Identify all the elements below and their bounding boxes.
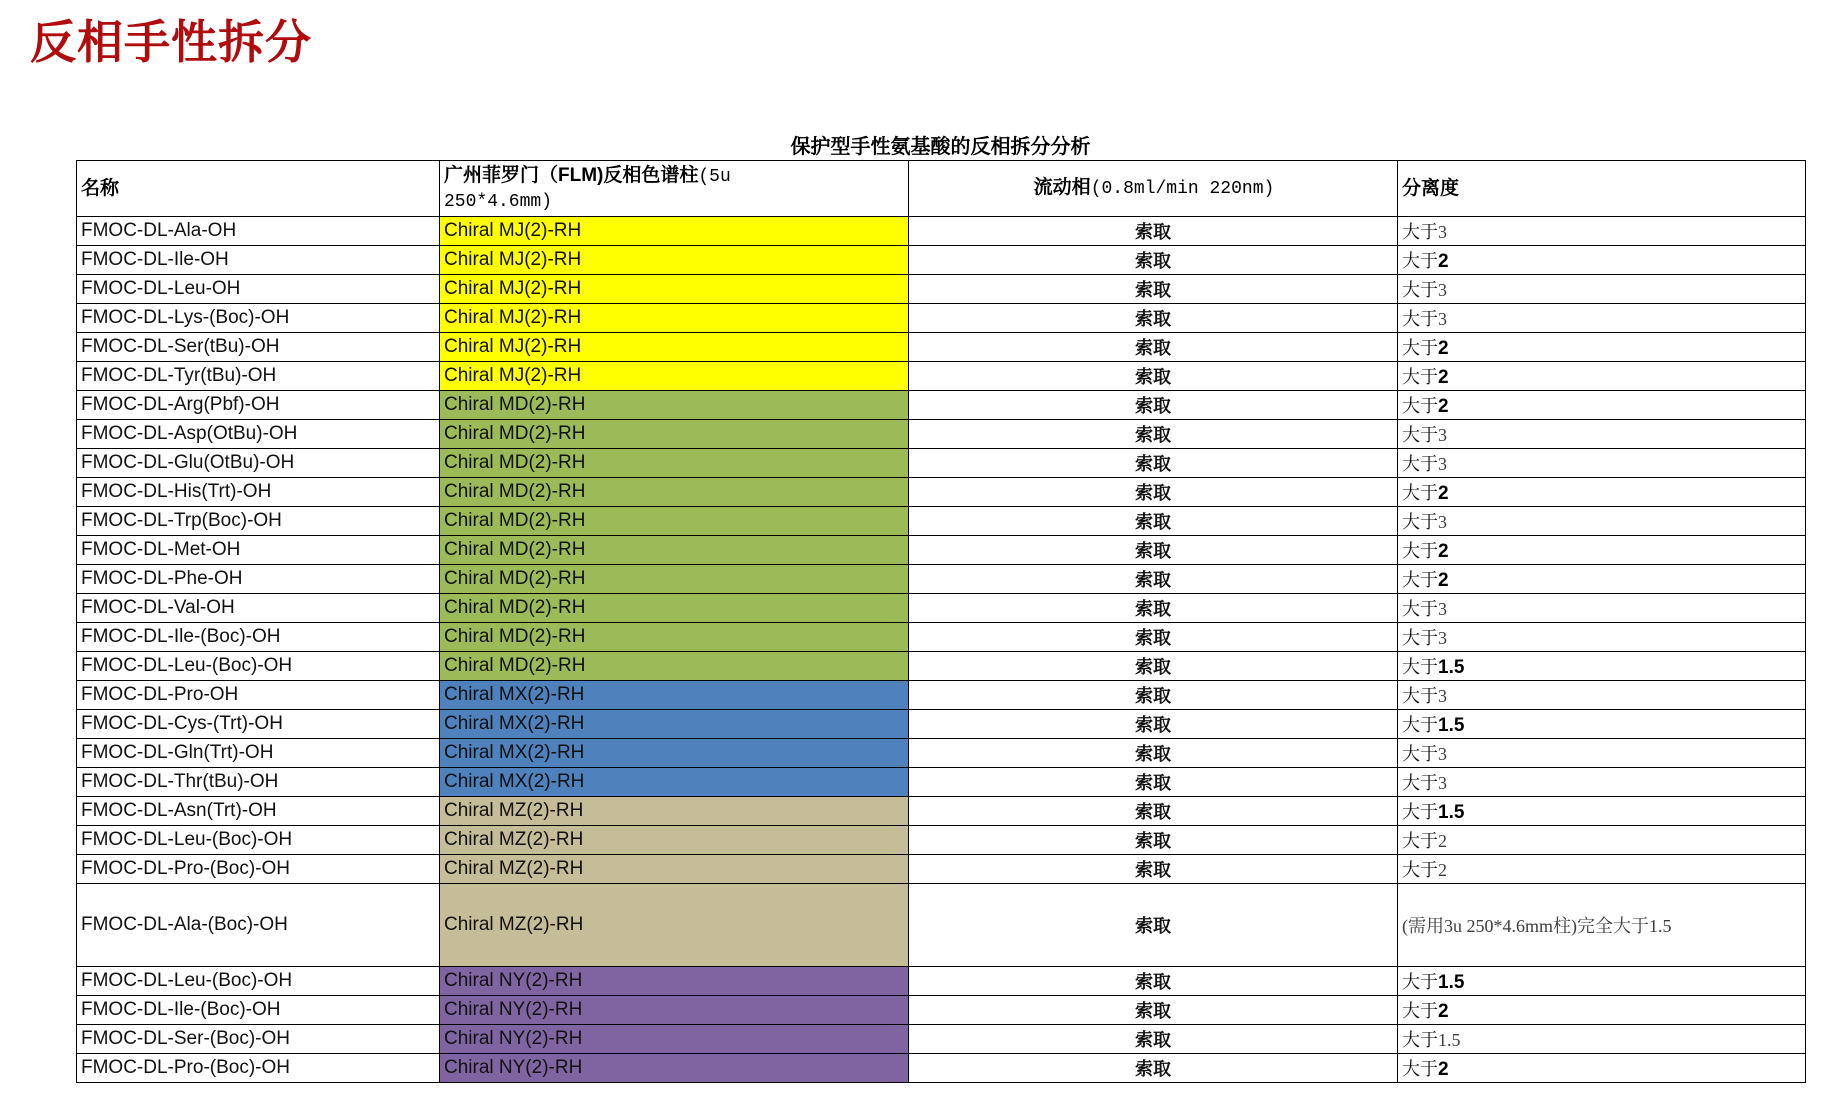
chiral-column-cell: Chiral MD(2)-RH xyxy=(440,449,909,478)
resolution-cell xyxy=(1398,333,1806,362)
chiral-column-cell: Chiral MD(2)-RH xyxy=(440,652,909,681)
header-column xyxy=(440,161,909,217)
resolution-prefix: 大于 xyxy=(1402,367,1438,387)
resolution-value: 3 xyxy=(1438,744,1447,764)
resolution-value: 1.5 xyxy=(1438,972,1465,993)
chiral-column-cell: Chiral MZ(2)-RH xyxy=(440,826,909,855)
compound-name-cell: FMOC-DL-Met-OH xyxy=(77,536,440,565)
resolution-value: 3 xyxy=(1438,309,1447,329)
resolution-prefix: 大于 xyxy=(1402,570,1438,590)
resolution-value: 2 xyxy=(1438,570,1449,591)
resolution-value: 3 xyxy=(1438,425,1447,445)
mobile-phase-cell: 索取 xyxy=(909,996,1398,1025)
table-row xyxy=(77,967,1806,996)
compound-name-cell: FMOC-DL-Trp(Boc)-OH xyxy=(77,507,440,536)
resolution-cell xyxy=(1398,420,1806,449)
resolution-prefix: 大于 xyxy=(1402,512,1438,532)
compound-name-cell: FMOC-DL-Ser(tBu)-OH xyxy=(77,333,440,362)
compound-name-cell: FMOC-DL-Leu-(Boc)-OH xyxy=(77,967,440,996)
table-row xyxy=(77,333,1806,362)
table-row xyxy=(77,623,1806,652)
chiral-column-cell: Chiral MX(2)-RH xyxy=(440,768,909,797)
resolution-value: 1.5 xyxy=(1438,1030,1461,1050)
resolution-prefix: 大于 xyxy=(1402,831,1438,851)
resolution-prefix: 大于 xyxy=(1402,972,1438,992)
resolution-prefix: 大于 xyxy=(1402,338,1438,358)
resolution-prefix: 大于 xyxy=(1402,744,1438,764)
chiral-column-cell: Chiral MZ(2)-RH xyxy=(440,884,909,967)
table-row xyxy=(77,478,1806,507)
compound-name-cell: FMOC-DL-Cys-(Trt)-OH xyxy=(77,710,440,739)
table-row xyxy=(77,594,1806,623)
table-row xyxy=(77,246,1806,275)
table-row xyxy=(77,1054,1806,1083)
resolution-value: 2 xyxy=(1438,338,1449,359)
compound-name-cell: FMOC-DL-Ile-(Boc)-OH xyxy=(77,623,440,652)
mobile-phase-cell: 索取 xyxy=(909,623,1398,652)
resolution-value: 3 xyxy=(1438,280,1447,300)
resolution-value: 2 xyxy=(1438,831,1447,851)
resolution-cell xyxy=(1398,967,1806,996)
chiral-column-cell: Chiral MZ(2)-RH xyxy=(440,797,909,826)
resolution-prefix: 大于 xyxy=(1402,773,1438,793)
mobile-phase-cell: 索取 xyxy=(909,967,1398,996)
chiral-column-cell: Chiral MD(2)-RH xyxy=(440,594,909,623)
table-row xyxy=(77,507,1806,536)
mobile-phase-cell: 索取 xyxy=(909,1025,1398,1054)
header-column-spec-1: (5u xyxy=(698,167,731,187)
mobile-phase-cell: 索取 xyxy=(909,826,1398,855)
chiral-column-cell: Chiral MD(2)-RH xyxy=(440,623,909,652)
compound-name-cell: FMOC-DL-Val-OH xyxy=(77,594,440,623)
resolution-cell xyxy=(1398,652,1806,681)
compound-name-cell: FMOC-DL-Leu-(Boc)-OH xyxy=(77,652,440,681)
chiral-column-cell: Chiral NY(2)-RH xyxy=(440,967,909,996)
mobile-phase-cell: 索取 xyxy=(909,362,1398,391)
resolution-prefix: 大于 xyxy=(1402,483,1438,503)
resolution-prefix: 大于 xyxy=(1402,715,1438,735)
compound-name-cell: FMOC-DL-His(Trt)-OH xyxy=(77,478,440,507)
resolution-cell xyxy=(1398,449,1806,478)
resolution-cell xyxy=(1398,855,1806,884)
mobile-phase-cell: 索取 xyxy=(909,855,1398,884)
mobile-phase-cell: 索取 xyxy=(909,681,1398,710)
mobile-phase-cell: 索取 xyxy=(909,536,1398,565)
resolution-value: 1.5 xyxy=(1438,657,1465,678)
resolution-cell xyxy=(1398,1025,1806,1054)
header-column-title: 广州菲罗门（FLM)反相色谱柱 xyxy=(444,165,699,186)
header-row xyxy=(77,161,1806,217)
mobile-phase-cell: 索取 xyxy=(909,739,1398,768)
resolution-value: 3 xyxy=(1438,454,1447,474)
chiral-column-cell: Chiral MJ(2)-RH xyxy=(440,362,909,391)
table-row xyxy=(77,710,1806,739)
resolution-cell xyxy=(1398,478,1806,507)
resolution-prefix: 大于 xyxy=(1402,425,1438,445)
resolution-value: 2 xyxy=(1438,483,1449,504)
resolution-value: 2 xyxy=(1438,541,1449,562)
resolution-cell xyxy=(1398,391,1806,420)
compound-name-cell: FMOC-DL-Pro-OH xyxy=(77,681,440,710)
chiral-column-cell: Chiral NY(2)-RH xyxy=(440,1054,909,1083)
header-mobile-phase-spec: (0.8ml/min 220nm) xyxy=(1090,179,1275,200)
resolution-prefix: 大于 xyxy=(1402,628,1438,648)
table-caption: 保护型手性氨基酸的反相拆分分析 xyxy=(790,136,1091,158)
table-row xyxy=(77,1025,1806,1054)
table-row xyxy=(77,652,1806,681)
resolution-cell xyxy=(1398,246,1806,275)
resolution-prefix: 大于 xyxy=(1402,860,1438,880)
mobile-phase-cell: 索取 xyxy=(909,391,1398,420)
resolution-cell xyxy=(1398,710,1806,739)
mobile-phase-cell: 索取 xyxy=(909,1054,1398,1083)
table-row xyxy=(77,536,1806,565)
compound-name-cell: FMOC-DL-Phe-OH xyxy=(77,565,440,594)
resolution-prefix: 大于 xyxy=(1402,1030,1438,1050)
resolution-cell xyxy=(1398,623,1806,652)
resolution-cell xyxy=(1398,565,1806,594)
chiral-column-cell: Chiral MD(2)-RH xyxy=(440,391,909,420)
chiral-column-cell: Chiral MX(2)-RH xyxy=(440,710,909,739)
mobile-phase-cell: 索取 xyxy=(909,333,1398,362)
table-row xyxy=(77,681,1806,710)
mobile-phase-cell: 索取 xyxy=(909,710,1398,739)
compound-name-cell: FMOC-DL-Ser-(Boc)-OH xyxy=(77,1025,440,1054)
mobile-phase-cell: 索取 xyxy=(909,449,1398,478)
table-row xyxy=(77,797,1806,826)
mobile-phase-cell: 索取 xyxy=(909,594,1398,623)
table-row xyxy=(77,449,1806,478)
header-column-spec-2: 250*4.6mm) xyxy=(444,191,553,212)
resolution-value: 1.5 xyxy=(1438,802,1465,823)
compound-name-cell: FMOC-DL-Pro-(Boc)-OH xyxy=(77,855,440,884)
resolution-prefix: 大于 xyxy=(1402,454,1438,474)
compound-name-cell: FMOC-DL-Ile-OH xyxy=(77,246,440,275)
mobile-phase-cell: 索取 xyxy=(909,217,1398,246)
resolution-value: 1.5 xyxy=(1438,715,1465,736)
mobile-phase-cell: 索取 xyxy=(909,304,1398,333)
resolution-value: 3 xyxy=(1438,512,1447,532)
resolution-prefix: 大于 xyxy=(1402,802,1438,822)
chiral-column-cell: Chiral MX(2)-RH xyxy=(440,681,909,710)
table-row xyxy=(77,884,1806,967)
resolution-prefix: 大于 xyxy=(1402,1001,1438,1021)
table-row xyxy=(77,739,1806,768)
resolution-cell xyxy=(1398,217,1806,246)
resolution-cell xyxy=(1398,507,1806,536)
table-row xyxy=(77,217,1806,246)
mobile-phase-cell: 索取 xyxy=(909,420,1398,449)
resolution-prefix: 大于 xyxy=(1402,1059,1438,1079)
separation-data-table xyxy=(76,160,1806,1083)
chiral-column-cell: Chiral MJ(2)-RH xyxy=(440,304,909,333)
mobile-phase-cell: 索取 xyxy=(909,478,1398,507)
resolution-value: 3 xyxy=(1438,773,1447,793)
mobile-phase-cell: 索取 xyxy=(909,246,1398,275)
chiral-column-cell: Chiral MD(2)-RH xyxy=(440,536,909,565)
resolution-cell xyxy=(1398,826,1806,855)
resolution-cell xyxy=(1398,681,1806,710)
compound-name-cell: FMOC-DL-Asp(OtBu)-OH xyxy=(77,420,440,449)
chiral-column-cell: Chiral NY(2)-RH xyxy=(440,1025,909,1054)
resolution-cell xyxy=(1398,1054,1806,1083)
resolution-prefix: 大于 xyxy=(1402,222,1438,242)
resolution-value: 3 xyxy=(1438,628,1447,648)
table-row xyxy=(77,304,1806,333)
table-row xyxy=(77,275,1806,304)
chiral-column-cell: Chiral MD(2)-RH xyxy=(440,478,909,507)
resolution-prefix: 大于 xyxy=(1402,280,1438,300)
resolution-value: 3 xyxy=(1438,599,1447,619)
resolution-value: 2 xyxy=(1438,860,1447,880)
chiral-column-cell: Chiral NY(2)-RH xyxy=(440,996,909,1025)
resolution-cell xyxy=(1398,996,1806,1025)
chiral-column-cell: Chiral MJ(2)-RH xyxy=(440,246,909,275)
resolution-cell xyxy=(1398,275,1806,304)
compound-name-cell: FMOC-DL-Asn(Trt)-OH xyxy=(77,797,440,826)
resolution-value: 2 xyxy=(1438,1059,1449,1080)
compound-name-cell: FMOC-DL-Gln(Trt)-OH xyxy=(77,739,440,768)
chiral-column-cell: Chiral MD(2)-RH xyxy=(440,420,909,449)
compound-name-cell: FMOC-DL-Ala-OH xyxy=(77,217,440,246)
resolution-prefix: 大于 xyxy=(1402,251,1438,271)
resolution-cell xyxy=(1398,797,1806,826)
chiral-column-cell: Chiral MZ(2)-RH xyxy=(440,855,909,884)
chiral-column-cell: Chiral MJ(2)-RH xyxy=(440,217,909,246)
resolution-cell xyxy=(1398,768,1806,797)
mobile-phase-cell: 索取 xyxy=(909,768,1398,797)
resolution-value: 3 xyxy=(1438,222,1447,242)
table-row xyxy=(77,855,1806,884)
resolution-value: 2 xyxy=(1438,251,1449,272)
table-row xyxy=(77,420,1806,449)
resolution-prefix: 大于 xyxy=(1402,657,1438,677)
compound-name-cell: FMOC-DL-Glu(OtBu)-OH xyxy=(77,449,440,478)
table-row xyxy=(77,996,1806,1025)
resolution-value: 2 xyxy=(1438,1001,1449,1022)
mobile-phase-cell: 索取 xyxy=(909,652,1398,681)
mobile-phase-cell: 索取 xyxy=(909,275,1398,304)
header-mobile-phase xyxy=(909,161,1398,217)
compound-name-cell: FMOC-DL-Tyr(tBu)-OH xyxy=(77,362,440,391)
compound-name-cell: FMOC-DL-Ala-(Boc)-OH xyxy=(77,884,440,967)
compound-name-cell: FMOC-DL-Pro-(Boc)-OH xyxy=(77,1054,440,1083)
table-row xyxy=(77,565,1806,594)
table-row xyxy=(77,826,1806,855)
compound-name-cell: FMOC-DL-Ile-(Boc)-OH xyxy=(77,996,440,1025)
chiral-column-cell: Chiral MJ(2)-RH xyxy=(440,333,909,362)
table-row xyxy=(77,362,1806,391)
compound-name-cell: FMOC-DL-Leu-OH xyxy=(77,275,440,304)
chiral-column-cell: Chiral MD(2)-RH xyxy=(440,507,909,536)
compound-name-cell: FMOC-DL-Thr(tBu)-OH xyxy=(77,768,440,797)
resolution-cell xyxy=(1398,739,1806,768)
resolution-prefix: 大于 xyxy=(1402,309,1438,329)
page-title: 反相手性拆分 xyxy=(30,16,312,68)
resolution-prefix: 大于 xyxy=(1402,396,1438,416)
resolution-value: 2 xyxy=(1438,367,1449,388)
resolution-prefix: 大于 xyxy=(1402,541,1438,561)
mobile-phase-cell: 索取 xyxy=(909,565,1398,594)
resolution-cell: (需用3u 250*4.6mm柱)完全大于1.5 xyxy=(1398,884,1806,967)
header-name: 名称 xyxy=(77,161,440,217)
chiral-column-cell: Chiral MJ(2)-RH xyxy=(440,275,909,304)
chiral-column-cell: Chiral MD(2)-RH xyxy=(440,565,909,594)
resolution-cell xyxy=(1398,536,1806,565)
resolution-value: 3 xyxy=(1438,686,1447,706)
table-row xyxy=(77,768,1806,797)
resolution-prefix: 大于 xyxy=(1402,686,1438,706)
mobile-phase-cell: 索取 xyxy=(909,797,1398,826)
resolution-cell xyxy=(1398,362,1806,391)
table-row xyxy=(77,391,1806,420)
compound-name-cell: FMOC-DL-Arg(Pbf)-OH xyxy=(77,391,440,420)
header-resolution: 分离度 xyxy=(1398,161,1806,217)
mobile-phase-cell: 索取 xyxy=(909,884,1398,967)
resolution-cell xyxy=(1398,304,1806,333)
resolution-prefix: 大于 xyxy=(1402,599,1438,619)
mobile-phase-cell: 索取 xyxy=(909,507,1398,536)
resolution-value: 2 xyxy=(1438,396,1449,417)
chiral-column-cell: Chiral MX(2)-RH xyxy=(440,739,909,768)
compound-name-cell: FMOC-DL-Leu-(Boc)-OH xyxy=(77,826,440,855)
header-mobile-phase-title: 流动相 xyxy=(1033,177,1091,199)
compound-name-cell: FMOC-DL-Lys-(Boc)-OH xyxy=(77,304,440,333)
resolution-cell xyxy=(1398,594,1806,623)
